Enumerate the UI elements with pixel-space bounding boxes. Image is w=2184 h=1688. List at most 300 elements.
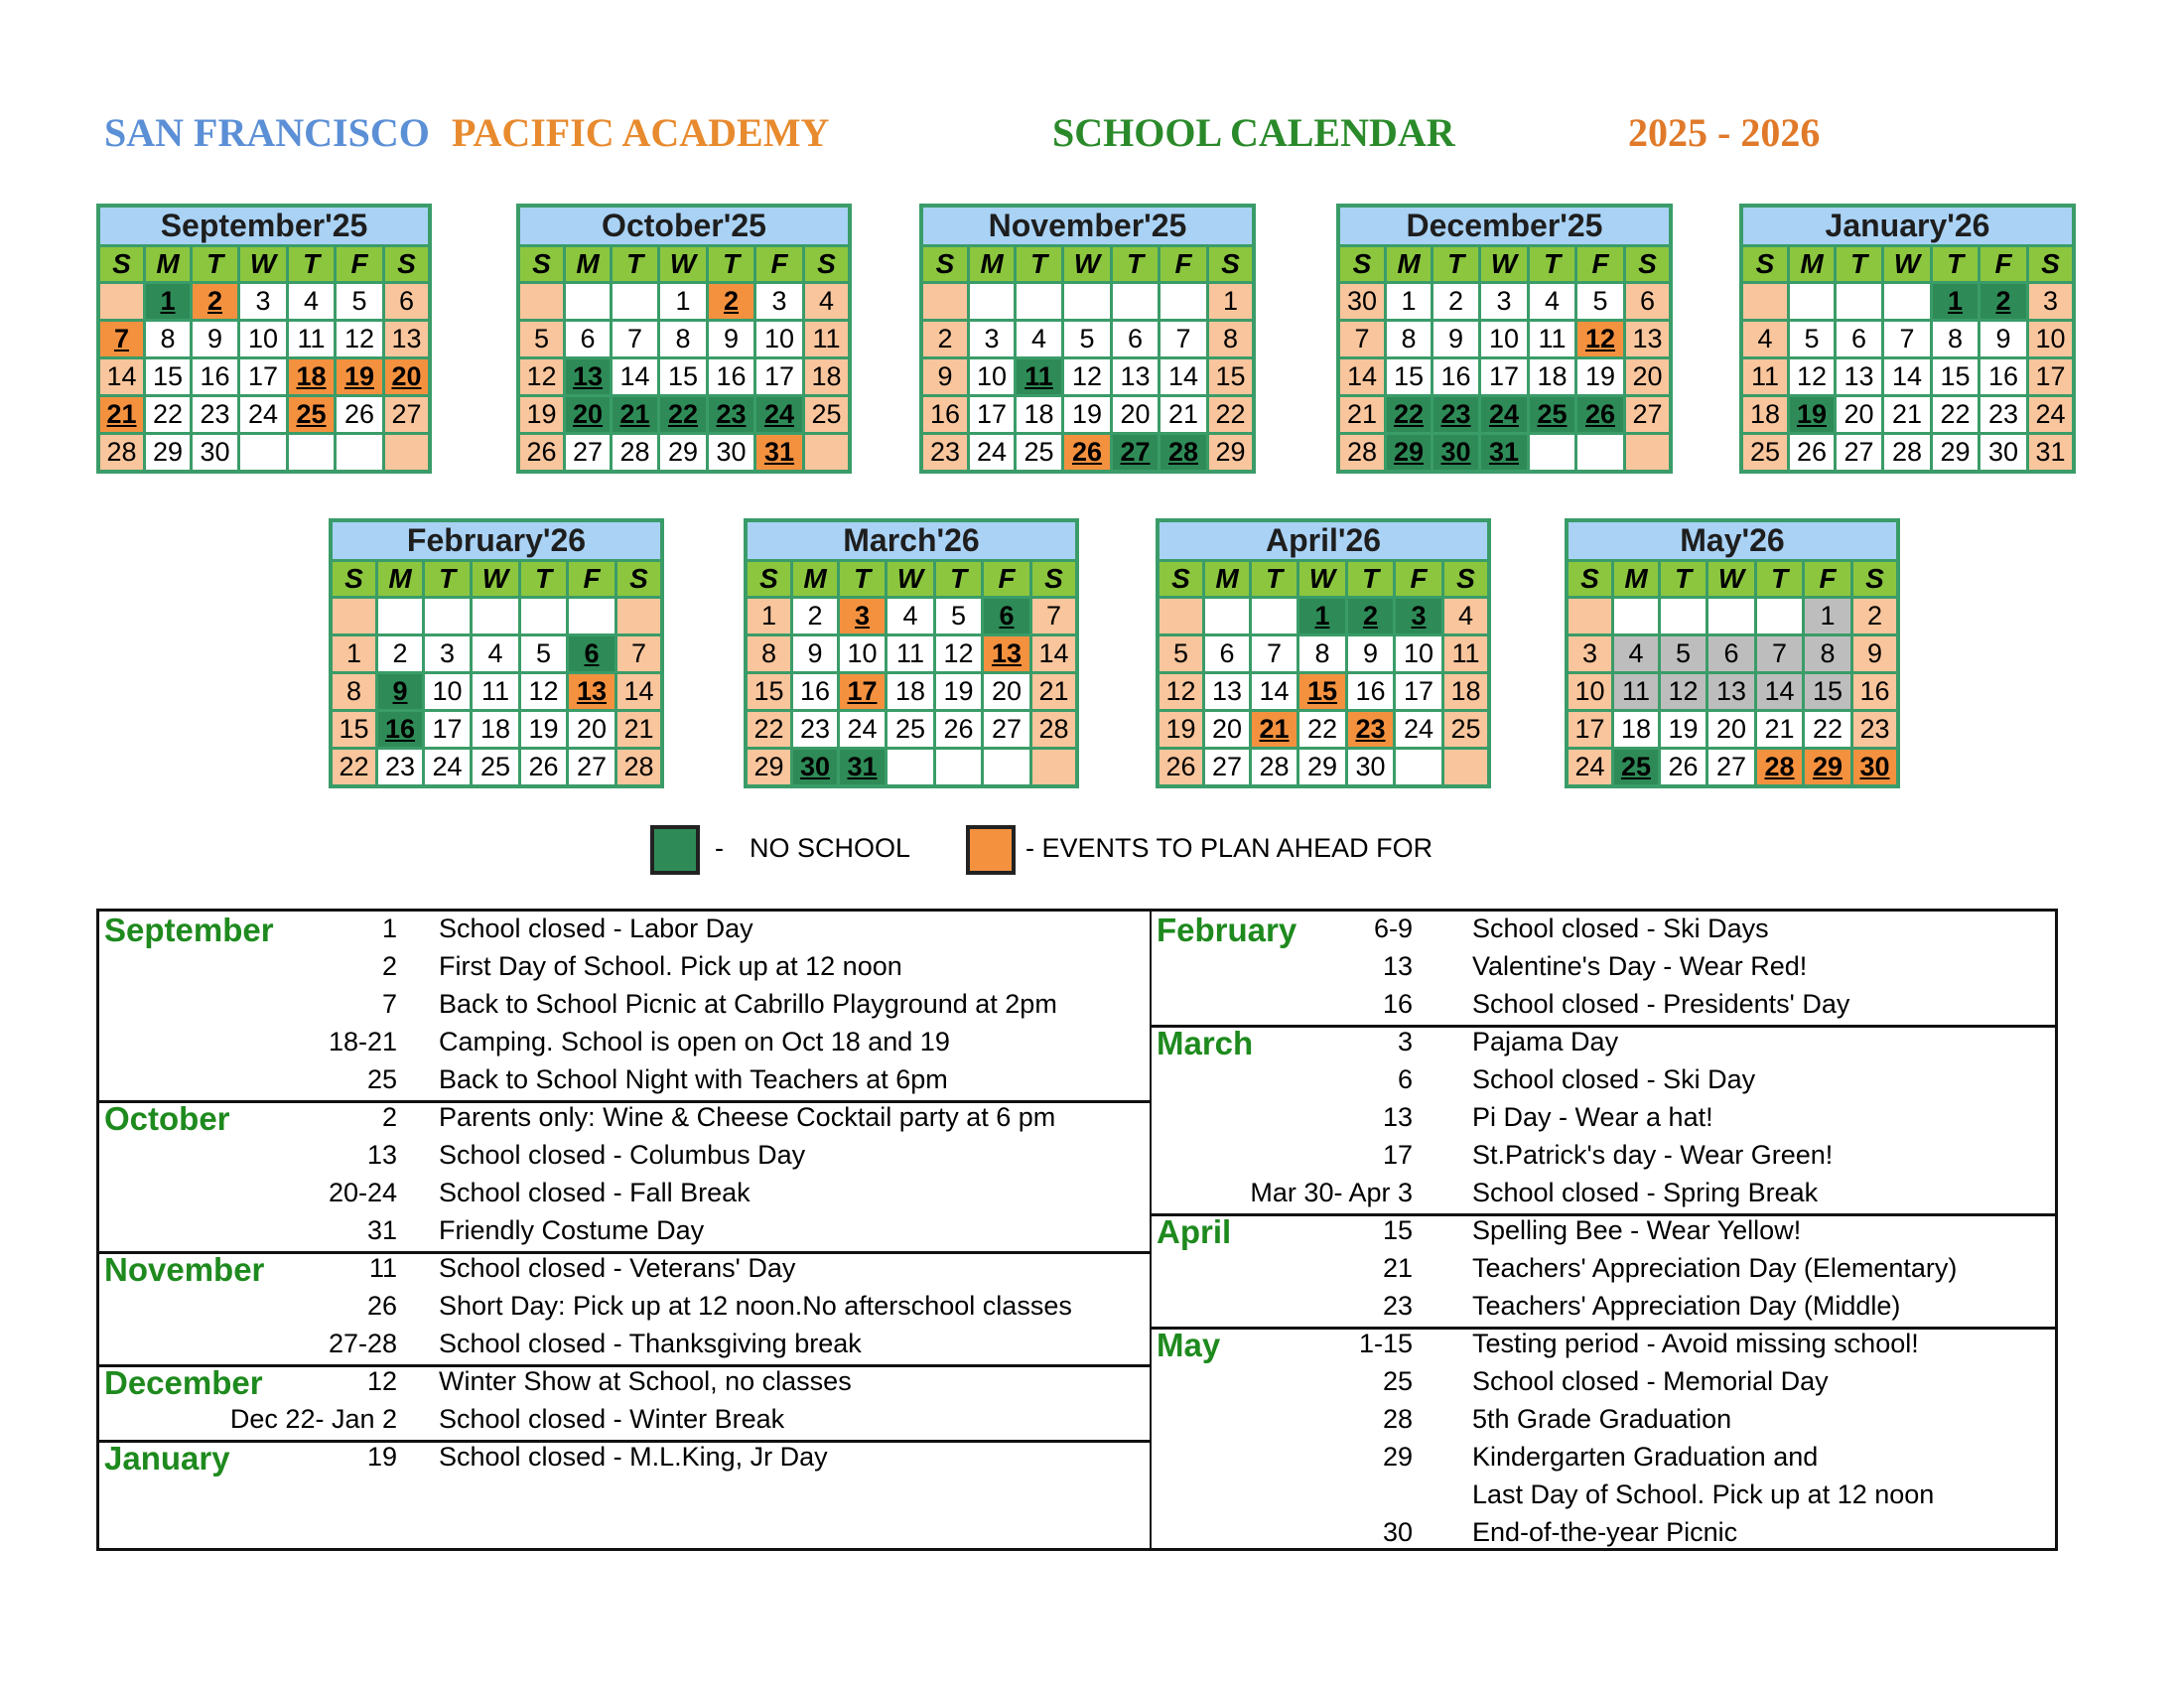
event-date: 1-15 bbox=[1358, 1329, 1413, 1358]
day-cell: 1 bbox=[1387, 284, 1431, 319]
day-cell: 25 bbox=[1530, 397, 1574, 432]
day-cell: 2 bbox=[1433, 284, 1478, 319]
day-cell: 11 bbox=[473, 674, 518, 709]
event-description: Camping. School is open on Oct 18 and 19 bbox=[439, 1027, 950, 1056]
weekday-header: W bbox=[1481, 247, 1527, 281]
day-cell: 16 bbox=[193, 359, 237, 394]
weekday-header: S bbox=[1444, 562, 1487, 596]
day-cell: 11 bbox=[887, 636, 933, 671]
day-cell: 20 bbox=[1205, 712, 1249, 747]
event-date: 19 bbox=[366, 1442, 397, 1472]
event-date: 23 bbox=[1382, 1291, 1413, 1321]
day-cell: 3 bbox=[425, 636, 470, 671]
day-cell: 17 bbox=[840, 674, 885, 709]
day-cell bbox=[1160, 284, 1206, 319]
day-cell: 8 bbox=[748, 636, 790, 671]
day-cell: 6 bbox=[569, 636, 614, 671]
event-date: 31 bbox=[366, 1215, 397, 1245]
day-cell: 29 bbox=[1387, 435, 1431, 470]
day-cell: 21 bbox=[1032, 674, 1075, 709]
day-cell: 17 bbox=[1396, 674, 1441, 709]
event-description: Winter Show at School, no classes bbox=[439, 1366, 852, 1396]
event-description: Back to School Picnic at Cabrillo Playground at 2pm bbox=[439, 989, 1057, 1019]
day-cell bbox=[936, 750, 981, 784]
day-cell: 23 bbox=[1980, 397, 2026, 432]
weekday-header: F bbox=[337, 247, 382, 281]
day-cell: 6 bbox=[566, 322, 610, 356]
day-cell: 5 bbox=[1577, 284, 1623, 319]
weekday-header: F bbox=[1396, 562, 1441, 596]
day-cell: 13 bbox=[1708, 674, 1754, 709]
month-calendar bbox=[329, 518, 664, 788]
event-date: 26 bbox=[366, 1291, 397, 1321]
day-cell bbox=[1884, 284, 1930, 319]
day-cell: 26 bbox=[1577, 397, 1623, 432]
weekday-header: S bbox=[748, 562, 790, 596]
day-cell: 16 bbox=[378, 712, 422, 747]
day-cell: 10 bbox=[970, 359, 1014, 394]
day-cell: 27 bbox=[569, 750, 614, 784]
weekday-header: T bbox=[709, 247, 753, 281]
day-cell: 28 bbox=[1340, 435, 1384, 470]
weekday-header: W bbox=[887, 562, 933, 596]
day-cell: 3 bbox=[1569, 636, 1611, 671]
day-cell: 19 bbox=[1790, 397, 1834, 432]
day-cell: 15 bbox=[1299, 674, 1345, 709]
day-cell: 22 bbox=[748, 712, 790, 747]
weekday-header: W bbox=[1708, 562, 1754, 596]
day-cell: 14 bbox=[1757, 674, 1802, 709]
day-cell: 28 bbox=[1884, 435, 1930, 470]
day-cell: 27 bbox=[1626, 397, 1669, 432]
day-cell: 10 bbox=[1481, 322, 1527, 356]
day-cell: 19 bbox=[1160, 712, 1202, 747]
weekday-header: T bbox=[1837, 247, 1881, 281]
month-calendar bbox=[1336, 204, 1673, 474]
event-description: School closed - Winter Break bbox=[439, 1404, 785, 1434]
day-cell: 20 bbox=[566, 397, 610, 432]
day-cell: 3 bbox=[2029, 284, 2072, 319]
day-cell: 2 bbox=[709, 284, 753, 319]
weekday-header: M bbox=[378, 562, 422, 596]
event-date: Dec 22- Jan 2 bbox=[229, 1404, 397, 1434]
day-cell: 25 bbox=[473, 750, 518, 784]
day-cell: 25 bbox=[1444, 712, 1487, 747]
day-cell bbox=[1626, 435, 1669, 470]
day-cell: 22 bbox=[333, 750, 375, 784]
day-cell: 30 bbox=[1340, 284, 1384, 319]
event-date: 17 bbox=[1382, 1140, 1413, 1170]
weekday-header: F bbox=[1160, 247, 1206, 281]
day-cell: 19 bbox=[936, 674, 981, 709]
day-cell: 19 bbox=[521, 712, 566, 747]
day-cell: 4 bbox=[805, 284, 848, 319]
day-cell: 21 bbox=[1160, 397, 1206, 432]
event-description: Back to School Night with Teachers at 6pm bbox=[439, 1064, 948, 1094]
day-cell: 10 bbox=[756, 322, 802, 356]
day-cell: 15 bbox=[1209, 359, 1252, 394]
weekday-header: S bbox=[1209, 247, 1252, 281]
day-cell: 20 bbox=[1837, 397, 1881, 432]
weekday-header: W bbox=[240, 247, 286, 281]
day-cell bbox=[805, 435, 848, 470]
event-description: Teachers' Appreciation Day (Middle) bbox=[1472, 1291, 1901, 1321]
day-cell: 10 bbox=[2029, 322, 2072, 356]
day-cell: 27 bbox=[566, 435, 610, 470]
event-description: Kindergarten Graduation and bbox=[1472, 1442, 1819, 1472]
weekday-header: T bbox=[425, 562, 470, 596]
day-cell bbox=[1017, 284, 1061, 319]
day-cell: 24 bbox=[240, 397, 286, 432]
day-cell: 23 bbox=[1348, 712, 1393, 747]
day-cell: 8 bbox=[146, 322, 190, 356]
event-date: 7 bbox=[381, 989, 397, 1019]
month-title: September'25 bbox=[100, 208, 428, 247]
event-description: Spelling Bee - Wear Yellow! bbox=[1472, 1215, 1802, 1245]
day-cell: 28 bbox=[617, 750, 660, 784]
day-cell: 14 bbox=[613, 359, 657, 394]
month-title: February'26 bbox=[333, 522, 660, 562]
day-cell bbox=[1790, 284, 1834, 319]
weekday-header: M bbox=[970, 247, 1014, 281]
weekday-header: S bbox=[1853, 562, 1896, 596]
day-cell: 19 bbox=[337, 359, 382, 394]
month-title: March'26 bbox=[748, 522, 1075, 562]
day-cell bbox=[100, 284, 143, 319]
day-cell: 25 bbox=[887, 712, 933, 747]
day-cell: 17 bbox=[756, 359, 802, 394]
event-date: 27-28 bbox=[328, 1329, 397, 1358]
events-legend-label: - EVENTS TO PLAN AHEAD FOR bbox=[1025, 833, 1433, 863]
day-cell: 13 bbox=[1626, 322, 1669, 356]
day-cell: 5 bbox=[521, 636, 566, 671]
day-cell bbox=[1837, 284, 1881, 319]
day-cell: 23 bbox=[793, 712, 837, 747]
day-cell: 16 bbox=[709, 359, 753, 394]
school-name-part2: PACIFIC ACADEMY bbox=[452, 110, 830, 155]
day-cell: 22 bbox=[1209, 397, 1252, 432]
day-cell: 21 bbox=[100, 397, 143, 432]
event-date: 3 bbox=[1397, 1027, 1413, 1056]
day-cell: 4 bbox=[1017, 322, 1061, 356]
day-cell: 12 bbox=[1790, 359, 1834, 394]
day-cell: 2 bbox=[193, 284, 237, 319]
day-cell: 13 bbox=[1837, 359, 1881, 394]
day-cell: 5 bbox=[1661, 636, 1706, 671]
day-cell: 17 bbox=[1569, 712, 1611, 747]
day-cell: 15 bbox=[748, 674, 790, 709]
day-cell bbox=[613, 284, 657, 319]
day-cell: 26 bbox=[936, 712, 981, 747]
day-cell: 21 bbox=[1340, 397, 1384, 432]
day-cell bbox=[1577, 435, 1623, 470]
day-cell: 7 bbox=[1340, 322, 1384, 356]
day-cell: 14 bbox=[1340, 359, 1384, 394]
day-cell: 18 bbox=[1444, 674, 1487, 709]
day-cell: 11 bbox=[1444, 636, 1487, 671]
weekday-header: F bbox=[1577, 247, 1623, 281]
event-month-label: February bbox=[1157, 912, 1297, 948]
day-cell bbox=[240, 435, 286, 470]
event-description: Testing period - Avoid missing school! bbox=[1472, 1329, 1919, 1358]
day-cell bbox=[520, 284, 563, 319]
day-cell: 9 bbox=[1980, 322, 2026, 356]
day-cell: 15 bbox=[1933, 359, 1978, 394]
day-cell bbox=[887, 750, 933, 784]
day-cell bbox=[1396, 750, 1441, 784]
weekday-header: S bbox=[805, 247, 848, 281]
day-cell: 3 bbox=[970, 322, 1014, 356]
day-cell: 1 bbox=[333, 636, 375, 671]
day-cell: 9 bbox=[1433, 322, 1478, 356]
day-cell: 9 bbox=[1348, 636, 1393, 671]
day-cell: 15 bbox=[1805, 674, 1850, 709]
weekday-header: S bbox=[100, 247, 143, 281]
weekday-header: F bbox=[984, 562, 1029, 596]
day-cell bbox=[1252, 599, 1297, 633]
day-cell bbox=[378, 599, 422, 633]
day-cell: 7 bbox=[1252, 636, 1297, 671]
weekday-header: M bbox=[793, 562, 837, 596]
event-date: 6-9 bbox=[1373, 914, 1413, 943]
day-cell: 1 bbox=[748, 599, 790, 633]
day-cell: 4 bbox=[289, 284, 334, 319]
weekday-header: M bbox=[1790, 247, 1834, 281]
weekday-header: F bbox=[756, 247, 802, 281]
day-cell: 27 bbox=[1205, 750, 1249, 784]
event-month-label: October bbox=[104, 1100, 230, 1137]
weekday-header: T bbox=[1661, 562, 1706, 596]
day-cell: 26 bbox=[1064, 435, 1110, 470]
weekday-header: F bbox=[1805, 562, 1850, 596]
day-cell: 9 bbox=[923, 359, 967, 394]
day-cell: 27 bbox=[1837, 435, 1881, 470]
weekday-header: S bbox=[1743, 247, 1787, 281]
day-cell: 15 bbox=[660, 359, 706, 394]
day-cell: 30 bbox=[1433, 435, 1478, 470]
event-description: School closed - Labor Day bbox=[439, 914, 753, 943]
day-cell bbox=[1743, 284, 1787, 319]
day-cell: 20 bbox=[1113, 397, 1158, 432]
day-cell: 12 bbox=[936, 636, 981, 671]
day-cell: 23 bbox=[923, 435, 967, 470]
day-cell: 19 bbox=[1064, 397, 1110, 432]
event-date: 25 bbox=[1382, 1366, 1413, 1396]
day-cell: 14 bbox=[1252, 674, 1297, 709]
day-cell: 24 bbox=[1481, 397, 1527, 432]
day-cell: 28 bbox=[1160, 435, 1206, 470]
day-cell: 12 bbox=[520, 359, 563, 394]
day-cell: 13 bbox=[1205, 674, 1249, 709]
day-cell: 29 bbox=[146, 435, 190, 470]
day-cell: 31 bbox=[756, 435, 802, 470]
weekday-header: T bbox=[1348, 562, 1393, 596]
day-cell: 13 bbox=[984, 636, 1029, 671]
event-date: 16 bbox=[1382, 989, 1413, 1019]
day-cell: 27 bbox=[385, 397, 428, 432]
weekday-header: M bbox=[1387, 247, 1431, 281]
day-cell: 14 bbox=[1032, 636, 1075, 671]
event-month-label: November bbox=[104, 1251, 265, 1288]
day-cell: 22 bbox=[1805, 712, 1850, 747]
day-cell: 28 bbox=[100, 435, 143, 470]
month-title: April'26 bbox=[1160, 522, 1487, 562]
day-cell bbox=[1530, 435, 1574, 470]
day-cell: 27 bbox=[984, 712, 1029, 747]
day-cell: 25 bbox=[805, 397, 848, 432]
day-cell: 9 bbox=[193, 322, 237, 356]
day-cell: 4 bbox=[1614, 636, 1658, 671]
weekday-header: M bbox=[566, 247, 610, 281]
school-name-part1: SAN FRANCISCO bbox=[104, 110, 430, 155]
day-cell: 29 bbox=[1805, 750, 1850, 784]
day-cell: 10 bbox=[1396, 636, 1441, 671]
day-cell: 16 bbox=[1348, 674, 1393, 709]
event-date: Mar 30- Apr 3 bbox=[1250, 1178, 1413, 1207]
day-cell: 26 bbox=[521, 750, 566, 784]
day-cell: 17 bbox=[2029, 359, 2072, 394]
day-cell: 22 bbox=[1387, 397, 1431, 432]
month-title: May'26 bbox=[1569, 522, 1896, 562]
day-cell: 8 bbox=[1805, 636, 1850, 671]
day-cell bbox=[473, 599, 518, 633]
day-cell bbox=[1032, 750, 1075, 784]
day-cell: 15 bbox=[146, 359, 190, 394]
day-cell: 25 bbox=[1017, 435, 1061, 470]
day-cell: 18 bbox=[473, 712, 518, 747]
day-cell: 17 bbox=[1481, 359, 1527, 394]
day-cell: 20 bbox=[1626, 359, 1669, 394]
day-cell: 6 bbox=[385, 284, 428, 319]
day-cell: 27 bbox=[1708, 750, 1754, 784]
event-description: End-of-the-year Picnic bbox=[1472, 1517, 1738, 1547]
day-cell: 9 bbox=[378, 674, 422, 709]
day-cell: 4 bbox=[887, 599, 933, 633]
day-cell: 24 bbox=[970, 435, 1014, 470]
day-cell bbox=[425, 599, 470, 633]
event-date: 30 bbox=[1382, 1517, 1413, 1547]
month-calendar bbox=[919, 204, 1256, 474]
day-cell: 27 bbox=[1113, 435, 1158, 470]
day-cell: 23 bbox=[1853, 712, 1896, 747]
no-school-legend-dash: - bbox=[715, 833, 724, 863]
day-cell: 26 bbox=[1790, 435, 1834, 470]
weekday-header: T bbox=[521, 562, 566, 596]
event-description: Parents only: Wine & Cheese Cocktail party at 6 pm bbox=[439, 1102, 1056, 1132]
day-cell bbox=[923, 284, 967, 319]
day-cell: 30 bbox=[1853, 750, 1896, 784]
day-cell bbox=[1708, 599, 1754, 633]
weekday-header: M bbox=[1614, 562, 1658, 596]
day-cell: 6 bbox=[1837, 322, 1881, 356]
day-cell: 8 bbox=[1209, 322, 1252, 356]
day-cell: 12 bbox=[1661, 674, 1706, 709]
day-cell: 29 bbox=[1209, 435, 1252, 470]
day-cell: 6 bbox=[1113, 322, 1158, 356]
day-cell: 8 bbox=[1387, 322, 1431, 356]
day-cell: 19 bbox=[1577, 359, 1623, 394]
day-cell: 8 bbox=[1299, 636, 1345, 671]
weekday-header: M bbox=[146, 247, 190, 281]
day-cell: 16 bbox=[1433, 359, 1478, 394]
day-cell: 10 bbox=[1569, 674, 1611, 709]
weekday-header: S bbox=[1626, 247, 1669, 281]
day-cell: 24 bbox=[425, 750, 470, 784]
day-cell: 29 bbox=[1299, 750, 1345, 784]
day-cell: 18 bbox=[1530, 359, 1574, 394]
day-cell: 19 bbox=[520, 397, 563, 432]
event-date: 28 bbox=[1382, 1404, 1413, 1434]
day-cell: 29 bbox=[1933, 435, 1978, 470]
day-cell bbox=[566, 284, 610, 319]
weekday-header: T bbox=[1530, 247, 1574, 281]
day-cell: 7 bbox=[1160, 322, 1206, 356]
day-cell: 18 bbox=[289, 359, 334, 394]
weekday-header: W bbox=[660, 247, 706, 281]
day-cell: 11 bbox=[1614, 674, 1658, 709]
day-cell: 3 bbox=[840, 599, 885, 633]
day-cell: 4 bbox=[1444, 599, 1487, 633]
events-legend-swatch bbox=[966, 825, 1016, 875]
day-cell bbox=[1064, 284, 1110, 319]
day-cell: 29 bbox=[748, 750, 790, 784]
day-cell: 30 bbox=[193, 435, 237, 470]
event-date: 6 bbox=[1397, 1064, 1413, 1094]
weekday-header: W bbox=[1064, 247, 1110, 281]
day-cell: 22 bbox=[146, 397, 190, 432]
day-cell: 10 bbox=[425, 674, 470, 709]
day-cell: 5 bbox=[936, 599, 981, 633]
day-cell: 7 bbox=[617, 636, 660, 671]
day-cell bbox=[569, 599, 614, 633]
day-cell: 12 bbox=[1160, 674, 1202, 709]
event-description: School closed - Fall Break bbox=[439, 1178, 751, 1207]
event-month-label: September bbox=[104, 912, 274, 948]
event-month-label: May bbox=[1157, 1327, 1221, 1363]
day-cell: 25 bbox=[1743, 435, 1787, 470]
day-cell: 18 bbox=[1017, 397, 1061, 432]
day-cell: 14 bbox=[100, 359, 143, 394]
day-cell: 22 bbox=[1299, 712, 1345, 747]
day-cell: 5 bbox=[1160, 636, 1202, 671]
day-cell: 8 bbox=[1933, 322, 1978, 356]
day-cell: 23 bbox=[1433, 397, 1478, 432]
event-date: 13 bbox=[1382, 951, 1413, 981]
event-month-label: December bbox=[104, 1364, 263, 1401]
month-calendar bbox=[744, 518, 1079, 788]
day-cell: 2 bbox=[923, 322, 967, 356]
event-description: School closed - Memorial Day bbox=[1472, 1366, 1829, 1396]
day-cell: 26 bbox=[1160, 750, 1202, 784]
event-date: 2 bbox=[381, 951, 397, 981]
day-cell: 11 bbox=[1017, 359, 1061, 394]
event-date: 20-24 bbox=[328, 1178, 397, 1207]
event-description: School closed - Spring Break bbox=[1472, 1178, 1819, 1207]
day-cell bbox=[617, 599, 660, 633]
day-cell: 24 bbox=[756, 397, 802, 432]
event-date: 13 bbox=[366, 1140, 397, 1170]
weekday-header: T bbox=[1757, 562, 1802, 596]
weekday-header: T bbox=[193, 247, 237, 281]
day-cell: 16 bbox=[1853, 674, 1896, 709]
events-column-divider bbox=[1150, 912, 1152, 1548]
day-cell: 10 bbox=[240, 322, 286, 356]
event-description: School closed - Presidents' Day bbox=[1472, 989, 1850, 1019]
event-date: 13 bbox=[1382, 1102, 1413, 1132]
day-cell: 17 bbox=[970, 397, 1014, 432]
weekday-header: T bbox=[1252, 562, 1297, 596]
weekday-header: S bbox=[520, 247, 563, 281]
